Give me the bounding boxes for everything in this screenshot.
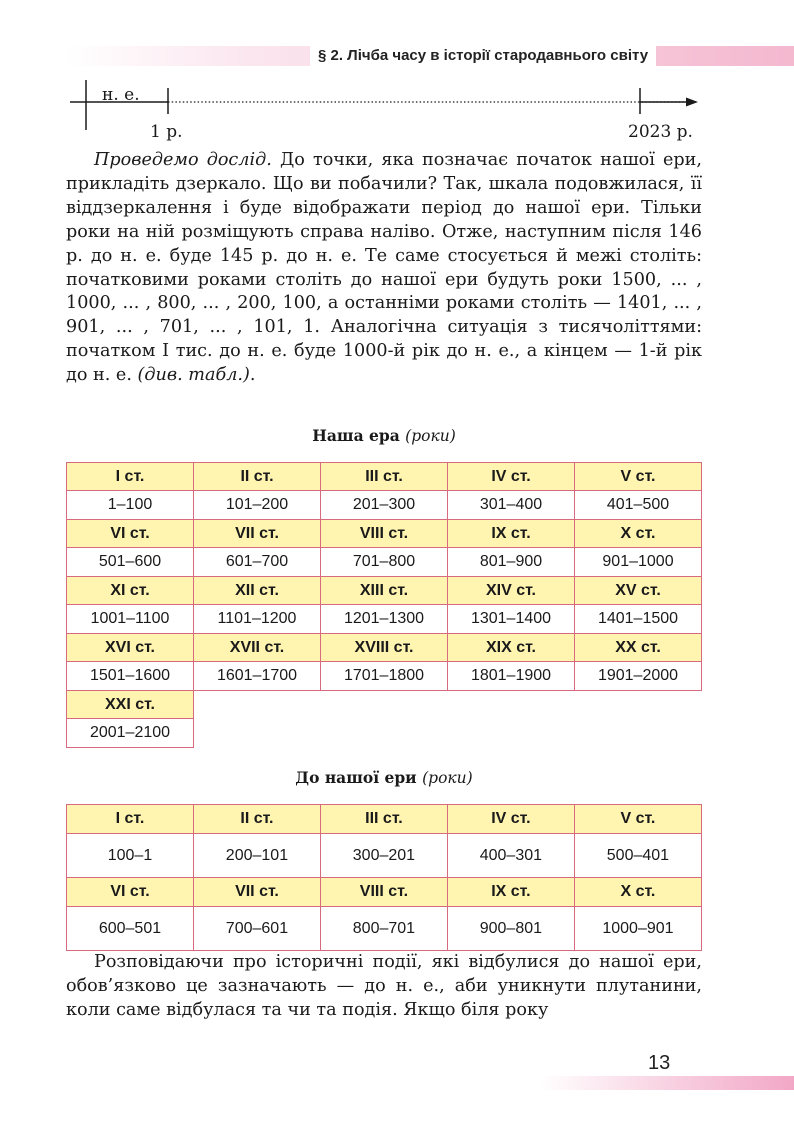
century-cell: XIII ст. (321, 577, 448, 605)
year-range-row (67, 605, 702, 634)
section-title: § 2. Лічба часу в історії стародавнього світу (310, 44, 656, 68)
empty-cell (575, 719, 702, 748)
century-cell: V ст. (575, 463, 702, 491)
empty-cell (194, 691, 321, 719)
year-range-cell: 800–701 (320, 907, 447, 951)
year-range-cell: 2001–2100 (67, 719, 194, 748)
century-cell: XVII ст. (194, 634, 321, 662)
year-range-row (67, 662, 702, 691)
table-reference: (див. табл.) (137, 365, 250, 386)
century-header-row (67, 691, 702, 719)
year-range-row (67, 491, 702, 520)
year-range-cell: 1000–901 (574, 907, 701, 951)
century-cell: III ст. (320, 805, 447, 834)
century-cell: I ст. (67, 805, 194, 834)
year-range-cell: 200–101 (193, 834, 320, 878)
table-ad-title (66, 426, 702, 445)
century-header-row (67, 634, 702, 662)
century-cell: I ст. (67, 463, 194, 491)
century-cell: IV ст. (447, 805, 574, 834)
empty-cell (321, 691, 448, 719)
closing-text: Розповідаючи про історичні події, які відбулися до нашої ери, обов’язково це зазначають — до н. е., аби уникнути плутанини, коли саме відбулася та чи та подія. Якщо біля року (66, 952, 702, 1020)
table-bc-heading: До нашої ери (295, 768, 417, 787)
century-header-row (67, 520, 702, 548)
century-cell: X ст. (575, 520, 702, 548)
century-cell: XV ст. (575, 577, 702, 605)
century-header-row (67, 577, 702, 605)
era-timeline (70, 80, 710, 150)
century-cell: VII ст. (194, 520, 321, 548)
year-range-cell: 1–100 (67, 491, 194, 520)
year-range-cell: 1401–1500 (575, 605, 702, 634)
century-cell: X ст. (574, 878, 701, 907)
century-cell: VI ст. (67, 520, 194, 548)
century-header-row (67, 878, 702, 907)
paragraph-end: . (249, 365, 256, 386)
century-cell: V ст. (574, 805, 701, 834)
end-year-label: 2023 р. (628, 122, 693, 142)
year-range-row (67, 907, 702, 951)
century-cell: VIII ст. (320, 878, 447, 907)
year-range-cell: 901–1000 (575, 548, 702, 577)
century-header-row (67, 463, 702, 491)
century-cell: XI ст. (67, 577, 194, 605)
century-cell: IV ст. (448, 463, 575, 491)
century-cell: II ст. (194, 463, 321, 491)
century-cell: XX ст. (575, 634, 702, 662)
century-cell: IX ст. (447, 878, 574, 907)
table-ad-subtitle: (роки) (405, 427, 456, 445)
year-range-cell: 100–1 (67, 834, 194, 878)
empty-cell (448, 691, 575, 719)
experiment-paragraph (66, 149, 702, 388)
year-range-cell: 301–400 (448, 491, 575, 520)
century-cell: XVI ст. (67, 634, 194, 662)
year-range-cell: 1001–1100 (67, 605, 194, 634)
year-range-cell: 1701–1800 (321, 662, 448, 691)
experiment-text: До точки, яка позначає початок нашої ери, прикладіть дзеркало. Що ви побачили? Так, шкала подовжилася, її віддзеркалення і буде відображати період до нашої ери. Тільки роки на ній розміщують справа наліво. Отже, наступним після 146 р. до н. е. буде 145 р. до н. е. Те саме стосується й межі століть: початковими роками століть до нашої ери будуть роки 1500, ... , 1000, ... , 800, ... , 200, 100, а останніми роками століть — 1401, ... , 901, ... , 701, ... , 101, 1. Аналогічна ситуація з тисячоліттями: початком I тис. до н. е. буде 1000-й рік до н. е., а кінцем — 1-й рік до н. е. (66, 150, 702, 386)
year-range-cell: 701–800 (321, 548, 448, 577)
empty-cell (448, 719, 575, 748)
page-number: 13 (648, 1052, 671, 1074)
year-range-cell: 900–801 (447, 907, 574, 951)
year-range-cell: 600–501 (67, 907, 194, 951)
year-range-cell: 501–600 (67, 548, 194, 577)
century-cell: XIV ст. (448, 577, 575, 605)
year-range-row (67, 719, 702, 748)
year-range-cell: 601–700 (194, 548, 321, 577)
year-range-cell: 1901–2000 (575, 662, 702, 691)
empty-cell (194, 719, 321, 748)
year-range-cell: 1201–1300 (321, 605, 448, 634)
year-range-cell: 201–300 (321, 491, 448, 520)
century-cell: VII ст. (193, 878, 320, 907)
year-range-cell: 400–301 (447, 834, 574, 878)
century-cell: VI ст. (67, 878, 194, 907)
century-cell: III ст. (321, 463, 448, 491)
table-before-era (66, 804, 702, 951)
table-ad-heading: Наша ера (312, 426, 400, 445)
century-cell: IX ст. (448, 520, 575, 548)
century-cell: II ст. (193, 805, 320, 834)
year-range-cell: 700–601 (193, 907, 320, 951)
year-range-cell: 1101–1200 (194, 605, 321, 634)
year-range-row (67, 834, 702, 878)
start-year-label: 1 р. (150, 122, 183, 142)
century-cell: XII ст. (194, 577, 321, 605)
year-range-cell: 101–200 (194, 491, 321, 520)
century-cell: XIX ст. (448, 634, 575, 662)
century-cell: XXI ст. (67, 691, 194, 719)
century-cell: XVIII ст. (321, 634, 448, 662)
experiment-lead: Проведемо дослід. (94, 150, 272, 170)
century-header-row (67, 805, 702, 834)
table-bc-subtitle: (роки) (422, 769, 473, 787)
year-range-cell: 401–500 (575, 491, 702, 520)
year-range-cell: 1801–1900 (448, 662, 575, 691)
era-label: н. е. (102, 85, 140, 105)
table-our-era (66, 462, 702, 748)
closing-paragraph (66, 951, 702, 1023)
year-range-cell: 300–201 (320, 834, 447, 878)
table-bc-title (66, 768, 702, 787)
footer-band (540, 1076, 794, 1090)
year-range-cell: 1301–1400 (448, 605, 575, 634)
empty-cell (575, 691, 702, 719)
empty-cell (321, 719, 448, 748)
year-range-row (67, 548, 702, 577)
year-range-cell: 500–401 (574, 834, 701, 878)
year-range-cell: 1501–1600 (67, 662, 194, 691)
year-range-cell: 801–900 (448, 548, 575, 577)
century-cell: VIII ст. (321, 520, 448, 548)
year-range-cell: 1601–1700 (194, 662, 321, 691)
